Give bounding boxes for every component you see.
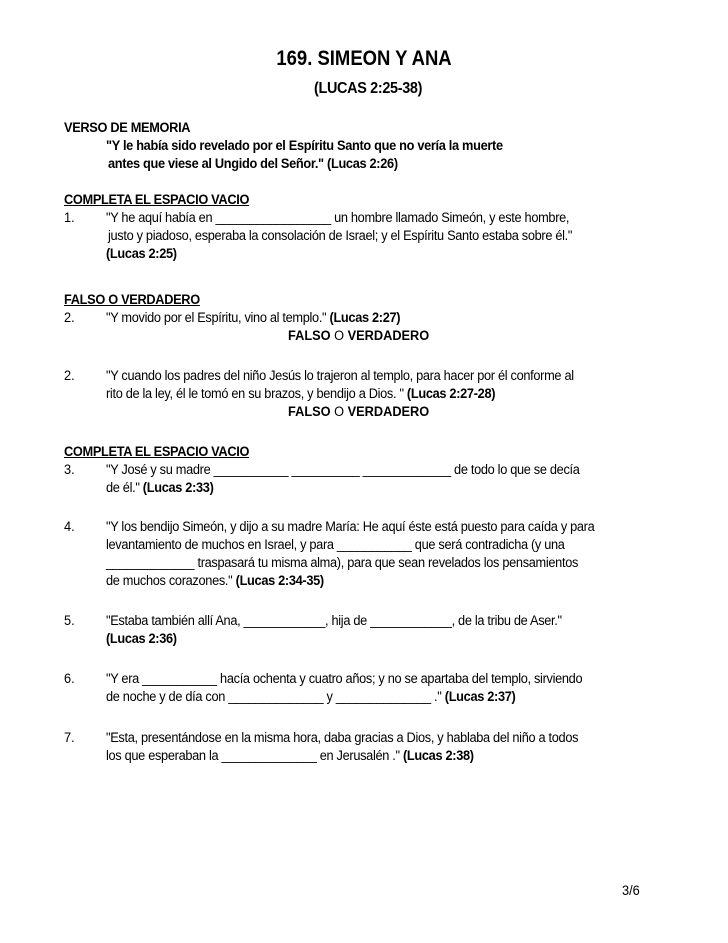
question-4-text: de muchos corazones." [106,573,233,589]
true-false-choice [288,327,429,345]
question-2a-text: "Y movido por el Espíritu, vino al templo." [106,310,327,326]
question-3-line-1: "Y José y su madre ___________ __________ _____________ de todo lo que se decía [106,462,580,478]
section-heading-true-false: FALSO O VERDADERO [64,292,200,308]
question-5-reference: (Lucas 2:36) [106,631,177,647]
question-1-line-1: "Y he aquí había en _________________ un hombre llamado Simeón, y este hombre, [106,210,570,226]
question-4-line-1: "Y los bendijo Simeón, y dijo a su madre María: He aquí éste está puesto para caída y para [106,519,595,535]
question-number: 3. [64,462,75,478]
question-4-line-2: levantamiento de muchos en Israel, y para ___________ que será contradicha (y una [106,537,565,553]
memory-heading: VERSO DE MEMORIA [64,120,191,136]
question-number: 2. [64,310,75,326]
question-6-text: de noche y de día con ______________ y ______________ ." [106,689,442,705]
true-option: VERDADERO [347,404,430,420]
section-heading-fill-2: COMPLETA EL ESPACIO VACIO [64,444,250,460]
memory-verse-line-2: antes que viese al Ungido del Señor." (Lucas 2:26) [108,156,398,172]
question-2a-reference: (Lucas 2:27) [329,310,401,326]
page-title: 169. SIMEON Y ANA [276,47,452,70]
question-6-line-2 [106,688,515,706]
question-number: 6. [64,671,75,687]
question-1-reference: (Lucas 2:25) [106,246,177,262]
question-7-text: los que esperaban la ______________ en Jerusalén ." [106,748,400,764]
question-1-line-2: justo y piadoso, esperaba la consolación de Israel; y el Espíritu Santo estaba sobre él." [108,228,573,244]
question-3-reference: (Lucas 2:33) [142,480,214,496]
page-number: 3/6 [622,883,640,899]
question-2b-line-2 [106,385,495,403]
question-6-line-1: "Y era ___________ hacía ochenta y cuatro años; y no se apartaba del templo, sirviendo [106,671,583,687]
question-2b-text: rito de la ley, él le tomó en su brazos, y bendijo a Dios. " [106,386,404,402]
question-number: 1. [64,210,75,226]
question-4-reference: (Lucas 2:34-35) [235,573,324,589]
scripture-reference [36,80,691,98]
question-number: 5. [64,613,75,629]
question-7-line-1: "Esta, presentándose en la misma hora, daba gracias a Dios, y hablaba del niño a todos [106,730,579,746]
question-4-line-3: _____________ traspasará tu misma alma), para que sean revelados los pensamientos [106,555,579,571]
question-3-text: de él." [106,480,140,496]
question-4-line-4 [106,572,324,590]
true-false-choice [288,403,429,421]
false-option: FALSO [288,404,331,420]
false-option: FALSO [288,328,331,344]
question-2a-line [106,309,400,327]
scripture-reference-text: (LUCAS 2:25-38) [313,80,423,97]
question-2b-reference: (Lucas 2:27-28) [406,386,496,402]
section-heading-fill-1: COMPLETA EL ESPACIO VACIO [64,192,250,208]
question-number: 2. [64,368,75,384]
question-3-line-2 [106,479,214,497]
question-number: 4. [64,519,75,535]
memory-verse-line-1: "Y le había sido revelado por el Espíritu Santo que no vería la muerte [106,138,503,154]
question-2b-line-1: "Y cuando los padres del niño Jesús lo trajeron al templo, para hacer por él conforme al [106,368,574,384]
question-7-reference: (Lucas 2:38) [402,748,474,764]
question-6-reference: (Lucas 2:37) [444,689,516,705]
question-number: 7. [64,730,75,746]
question-7-line-2 [106,747,474,765]
true-option: VERDADERO [347,328,430,344]
or-text: O [334,404,345,420]
question-5-line-1: "Estaba también allí Ana, ____________, hija de ____________, de la tribu de Aser." [106,613,562,629]
or-text: O [334,328,345,344]
